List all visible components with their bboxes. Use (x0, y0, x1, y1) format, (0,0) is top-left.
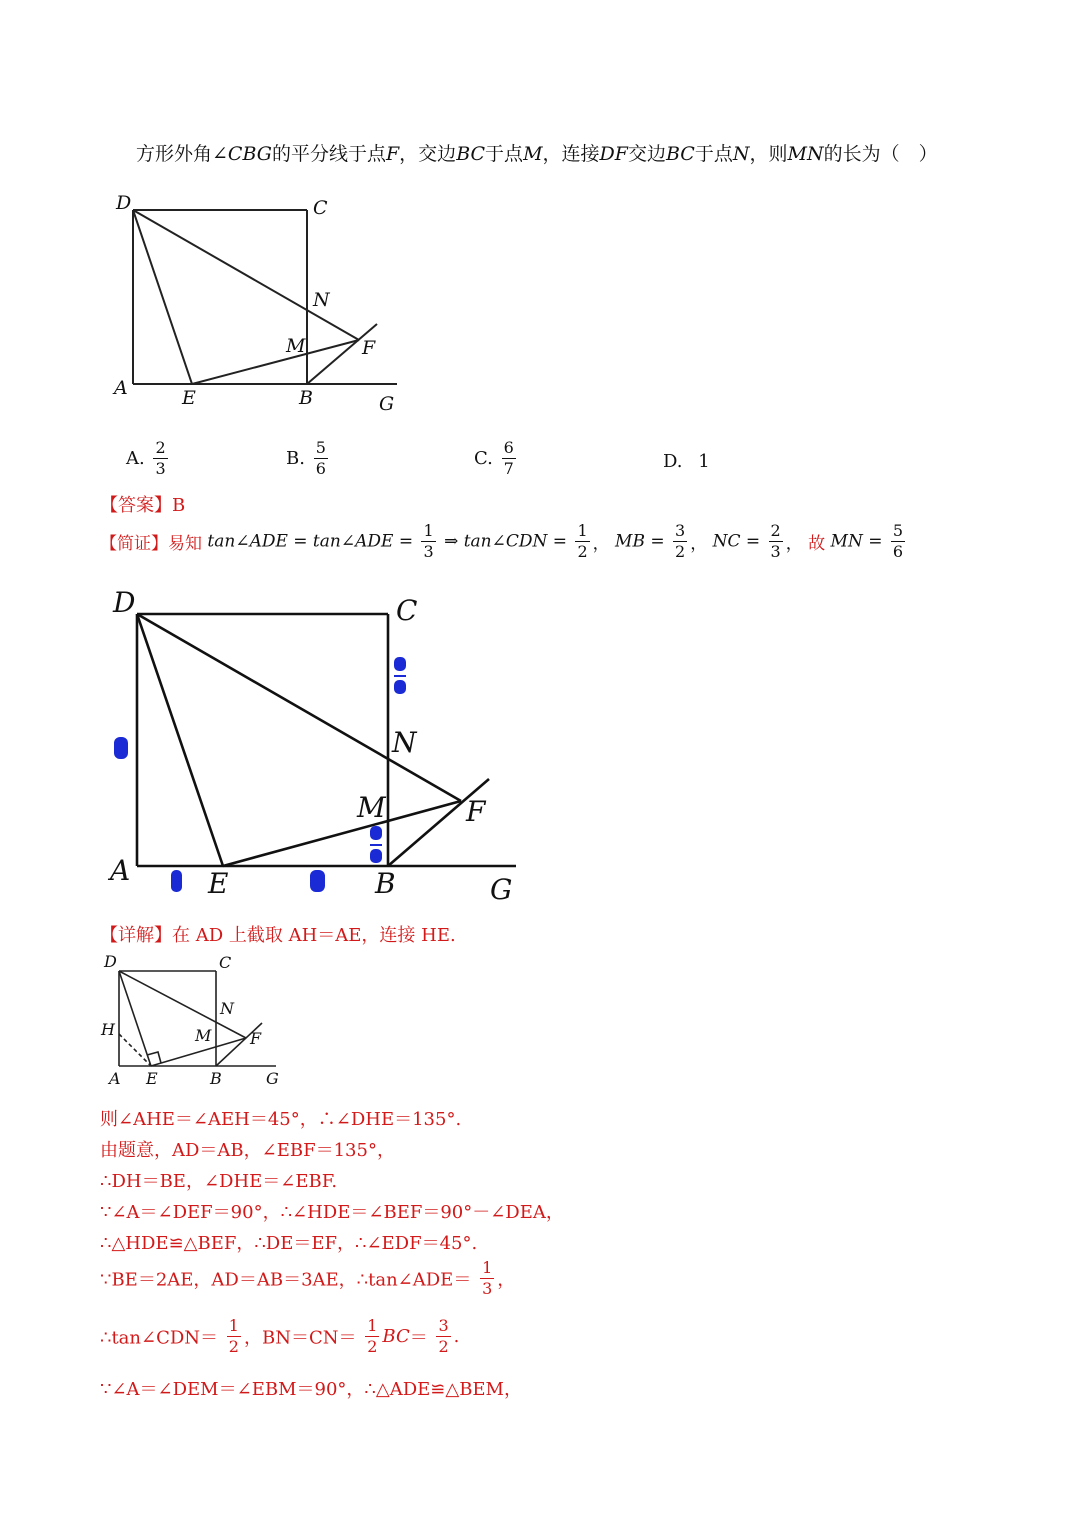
proof-fraction (673, 523, 687, 560)
q-seg: MN (787, 143, 824, 165)
proof-fraction (421, 523, 435, 560)
fig3-label-h: H (101, 1020, 115, 1039)
option-fraction (314, 440, 328, 477)
q-part: ，交边 (399, 143, 457, 165)
fig1-label-m: M (286, 335, 306, 357)
frac-den: 6 (892, 542, 904, 561)
frac-num: 1 (482, 1258, 493, 1277)
frac-num: 2 (155, 438, 166, 457)
option-c (474, 440, 519, 477)
q-seg: BC (456, 143, 486, 165)
frac-den: 2 (438, 1337, 449, 1356)
frac-den: 7 (503, 459, 514, 478)
fig2-label-a: A (110, 854, 131, 887)
fig1-label-b: B (299, 387, 313, 409)
q-seg: DF (599, 143, 628, 165)
detail-text: BC (382, 1326, 410, 1347)
q-part: 于点 (694, 143, 733, 165)
proof-lead: 易知 (168, 534, 202, 554)
q-part: ，连接 (542, 143, 600, 165)
option-letter: D. (663, 451, 683, 472)
frac-num: 2 (770, 521, 781, 540)
fig1-label-d: D (116, 192, 132, 214)
frac-den: 2 (675, 542, 686, 561)
detail-tag: 【详解】 (100, 925, 172, 946)
fig2-mark-ad (114, 737, 128, 759)
detail-text: . (453, 1326, 460, 1347)
q-point: M (523, 143, 543, 165)
detail-line-6 (100, 1260, 515, 1297)
q-part: 的长为（ ） (823, 143, 938, 165)
fig1-line-de (133, 210, 192, 384)
fig1-label-n: N (313, 289, 330, 311)
q-seg: BC (665, 143, 695, 165)
option-d (663, 451, 710, 472)
detail-text: ∵BE＝2AE，AD＝AB＝3AE，∴tan∠ADE＝ (100, 1269, 472, 1291)
fig3-label-f: F (250, 1029, 262, 1048)
option-letter: A. (126, 448, 145, 469)
fig2-mark-mb (370, 826, 382, 863)
fig2-label-n: N (392, 726, 417, 759)
frac-num: 5 (315, 438, 326, 457)
fig3-label-e: E (146, 1069, 158, 1088)
detail-line (100, 921, 456, 947)
fig2-label-e: E (208, 867, 229, 900)
detail-text: ∴tan∠CDN＝ (100, 1327, 219, 1349)
proof-tag: 【简证】 (100, 534, 168, 554)
option-b (286, 440, 331, 477)
proof-fraction (769, 523, 783, 560)
option-a (126, 440, 171, 477)
fig2-line-de (137, 614, 223, 866)
figure-1 (100, 185, 420, 420)
fig2-label-g: G (490, 873, 513, 906)
frac-num: 1 (367, 1316, 378, 1335)
fig2-label-m: M (357, 791, 386, 824)
fig2-mark-ae (171, 870, 182, 892)
fig3-label-a: A (109, 1069, 121, 1088)
proof-gu: 故 (808, 534, 826, 554)
detail-fraction (480, 1260, 494, 1297)
frac-num: 1 (577, 521, 588, 540)
detail-line-3: ∴DH＝BE，∠DHE＝∠EBF. (100, 1171, 338, 1192)
q-part: 交边 (627, 143, 666, 165)
fig3-label-c: C (219, 953, 232, 972)
option-letter: C. (474, 448, 493, 469)
proof-expr: NC = (712, 531, 761, 552)
fig2-label-d: D (113, 586, 136, 619)
fig1-label-a: A (114, 377, 128, 399)
frac-num: 1 (423, 521, 434, 540)
fig3-label-d: D (104, 952, 117, 971)
figure-2 (100, 585, 530, 910)
proof-sep: ， (592, 534, 610, 554)
proof-sep: ， (690, 534, 708, 554)
frac-den: 3 (482, 1279, 493, 1298)
fig2-label-c: C (396, 594, 418, 627)
q-part: 于点 (485, 143, 524, 165)
frac-den: 2 (228, 1337, 239, 1356)
q-part: 的平分线于点 (271, 143, 386, 165)
q-part: ，则 (749, 143, 788, 165)
detail-intro: 在 AD 上截取 AH＝AE，连接 HE. (172, 925, 456, 946)
proof-expr: tan∠ADE = tan∠ADE = (207, 531, 414, 552)
q-angle: ∠CBG (212, 143, 272, 165)
option-letter: B. (286, 448, 305, 469)
proof-sep: ， (785, 534, 803, 554)
detail-line-4: ∵∠A＝∠DEF＝90°，∴∠HDE＝∠BEF＝90°－∠DEA， (100, 1202, 564, 1223)
fig2-mark-eb (310, 870, 325, 892)
q-point: F (385, 143, 400, 165)
fig2-label-b: B (375, 867, 396, 900)
fig3-label-g: G (266, 1069, 279, 1088)
proof-line (100, 523, 908, 560)
frac-num: 5 (892, 521, 904, 540)
detail-text: ， (497, 1269, 516, 1291)
fig2-label-f: F (466, 795, 486, 828)
frac-den: 2 (577, 542, 588, 561)
answer-tag: 【答案】 (100, 495, 172, 516)
answer-line (100, 491, 185, 517)
detail-fraction (365, 1318, 379, 1355)
question-text (136, 139, 938, 166)
detail-line-8: ∵∠A＝∠DEM＝∠EBM＝90°，∴△ADE≌△BEM， (100, 1379, 522, 1400)
fig1-line-df (133, 210, 359, 340)
fig3-label-b: B (210, 1069, 222, 1088)
detail-text: ＝ (409, 1327, 428, 1349)
detail-fraction (436, 1318, 450, 1355)
proof-expr: MB = (615, 531, 665, 552)
fig2-mark-dc (394, 657, 406, 694)
fig1-label-e: E (182, 387, 196, 409)
frac-den: 6 (315, 459, 326, 478)
fig1-label-f: F (362, 337, 376, 359)
figure-3 (95, 950, 295, 1090)
option-fraction (502, 440, 516, 477)
q-point: N (732, 143, 750, 165)
fig3-label-n: N (220, 999, 234, 1018)
answer-value: B (172, 495, 186, 516)
proof-expr: ⇒ tan∠CDN = (444, 531, 568, 552)
detail-line-1: 则∠AHE＝∠AEH＝45°，∴∠DHE＝135°. (100, 1109, 462, 1130)
detail-text: ，BN＝CN＝ (243, 1327, 357, 1349)
frac-num: 3 (675, 521, 686, 540)
frac-num: 6 (503, 438, 514, 457)
frac-den: 3 (423, 542, 434, 561)
fig3-label-m: M (195, 1026, 212, 1045)
frac-den: 3 (155, 459, 166, 478)
frac-num: 1 (228, 1316, 239, 1335)
proof-expr: MN = (830, 531, 883, 552)
fig2-line-df (137, 614, 461, 801)
option-fraction (153, 440, 167, 477)
q-part: 方形外角 (136, 143, 213, 165)
detail-line-2: 由题意，AD＝AB，∠EBF＝135°， (100, 1140, 395, 1161)
frac-num: 3 (438, 1316, 449, 1335)
detail-line-5: ∴△HDE≌△BEF，∴DE＝EF，∴∠EDF＝45°. (100, 1233, 478, 1254)
option-value: 1 (698, 451, 710, 472)
fig1-label-g: G (379, 393, 395, 415)
detail-fraction (227, 1318, 241, 1355)
frac-den: 2 (367, 1337, 378, 1356)
frac-den: 3 (770, 542, 781, 561)
fig1-label-c: C (313, 197, 328, 219)
detail-line-7 (100, 1318, 459, 1355)
proof-fraction (575, 523, 589, 560)
proof-fraction (891, 523, 905, 560)
